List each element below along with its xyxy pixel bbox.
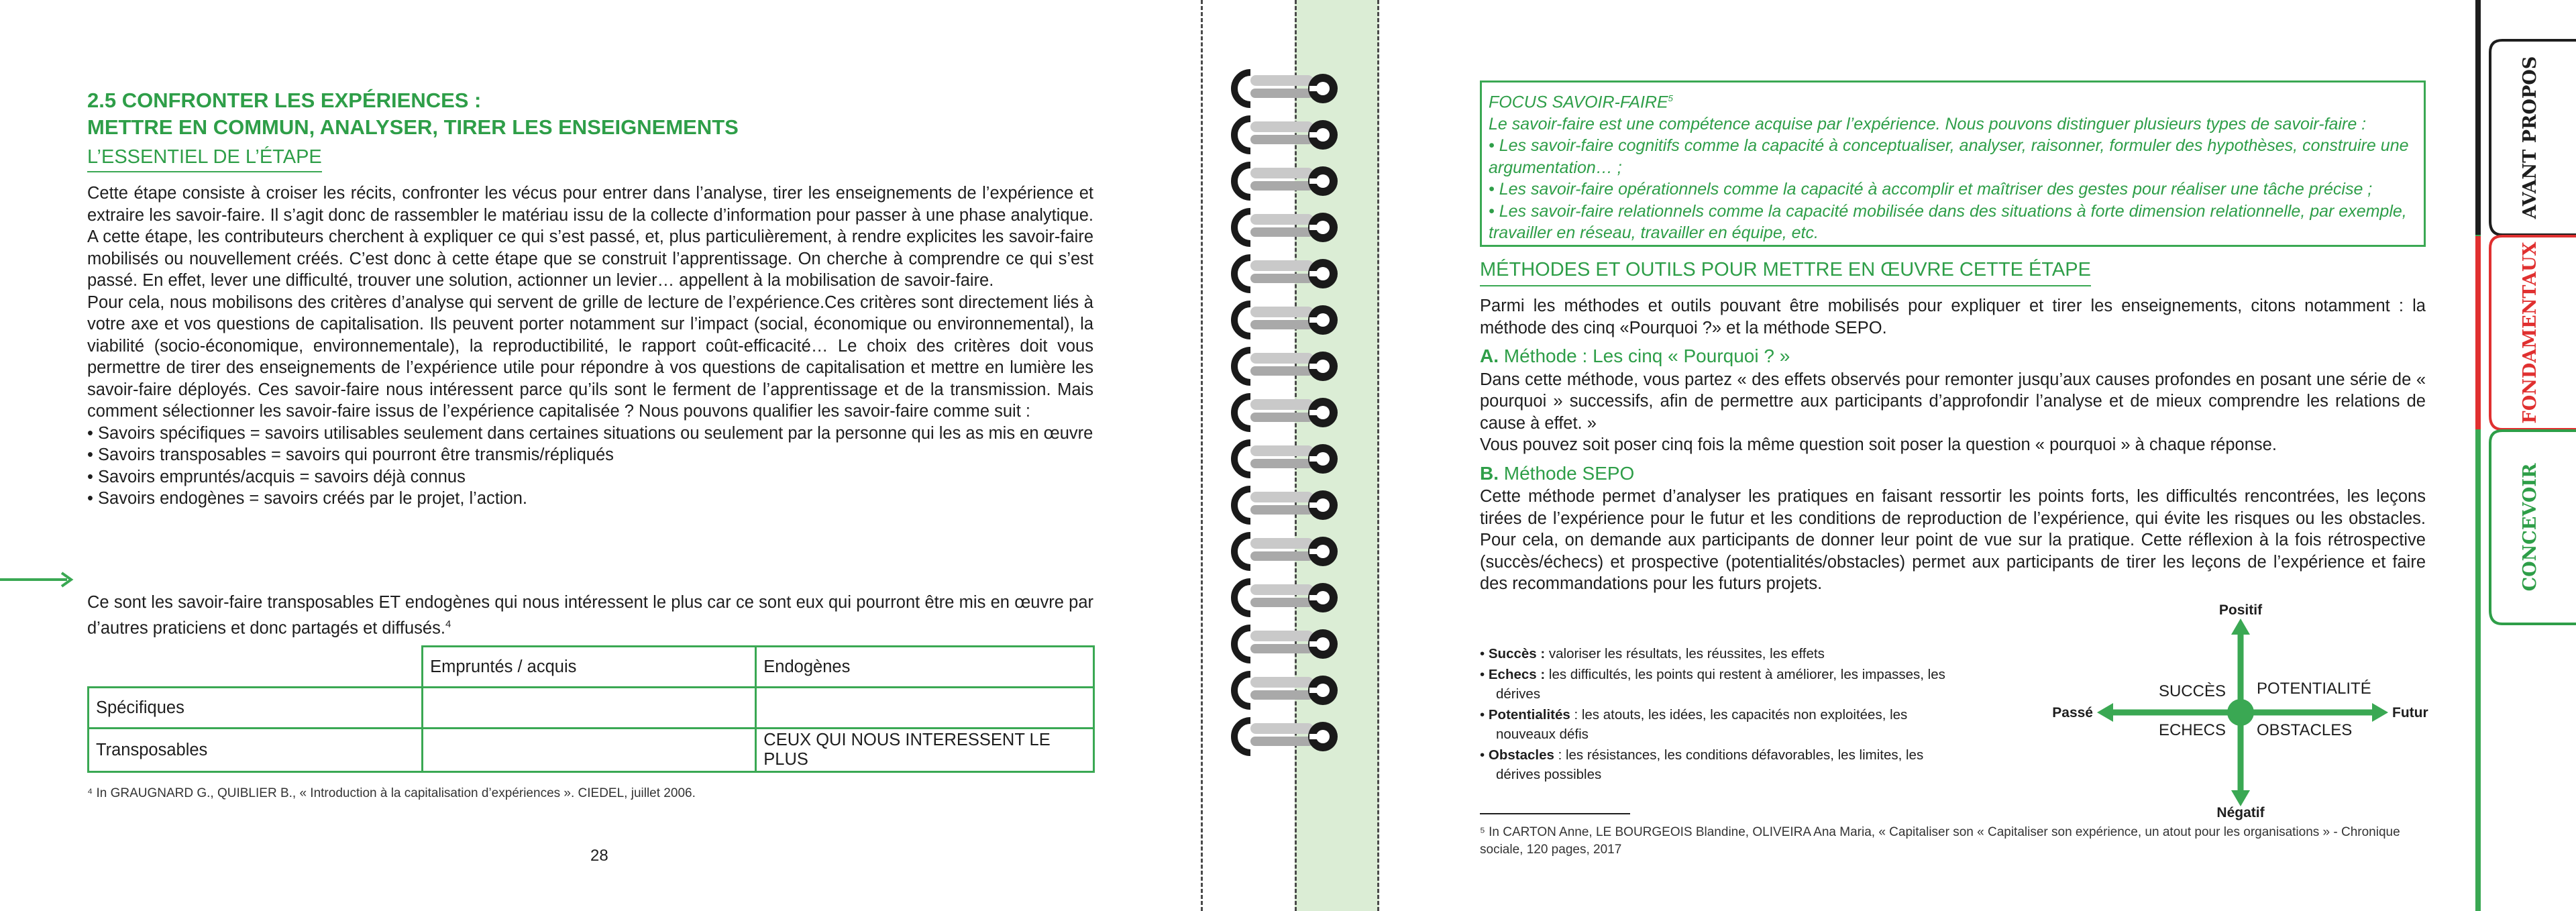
- footnote-ref-5: 5: [1668, 93, 1673, 103]
- paragraph-1: Cette étape consiste à croiser les récits, confronter les vécus pour entrer dans l’analyse, tirer les enseignements de l’expérience et extraire les savoir-faire. Il s’agit donc de rassembler le matériau issu de la collecte d’information pour passer à une phase analytique. A cette étape, les contributeurs cherchent à expliquer ce qui s’est passé, et, plus particulièrement, à rendre explicites les savoir-faire mobilisés ou nouvellement créés. C’est donc à cette étape que se construit l’apprentissage. On cherche à comprendre ce qui s’est passé. En effet, lever une difficulté, trouver une solution, actionner un levier… appellent à la mobilisation de savoir-faire.: [87, 184, 1093, 290]
- legend-term: Potentialités: [1488, 707, 1570, 722]
- method-a-heading: [1480, 345, 2426, 368]
- method-a-text: Dans cette méthode, vous partez « des effets observés pour remonter jusqu’aux causes profondes en posant une série de « pourquoi » successifs, afin de permettre aux participants d’approfondir l’analyse et de mieux comprendre les relations de cause à effet. »: [1480, 370, 2426, 433]
- focus-box: [1480, 81, 2426, 247]
- table-header-cell: Empruntés / acquis: [423, 647, 756, 688]
- method-b-title: Méthode SEPO: [1499, 462, 1635, 484]
- section-title-line1: 2.5 CONFRONTER LES EXPÉRIENCES :: [87, 89, 482, 112]
- legend-text: : les résistances, les conditions défavorables, les limites, les dérives possibles: [1496, 747, 1924, 782]
- binding-ring: [1233, 716, 1340, 757]
- legend-text: les difficultés, les points qui restent à améliorer, les impasses, les dérives: [1496, 667, 1945, 702]
- method-a-title: Méthode : Les cinq « Pourquoi ? »: [1499, 345, 1790, 366]
- footnote-5: ⁵ In CARTON Anne, LE BOURGEOIS Blandine, OLIVEIRA Ana Maria, « Capitaliser son « Capitaliser son expérience, un atout pour les organisations » - Chronique sociale, 120 pages, 2017: [1480, 825, 2400, 857]
- section-title: [87, 87, 1093, 141]
- footnote-rule: [1480, 813, 1630, 814]
- binding-ring: [1233, 115, 1340, 155]
- binding-ring: [1233, 161, 1340, 201]
- knowledge-table: [87, 645, 1095, 773]
- quadrant-echecs: ECHECS: [2158, 721, 2226, 739]
- arrow-right-icon: [0, 572, 78, 588]
- legend-text: valoriser les résultats, les réussites, les effets: [1545, 646, 1825, 661]
- binding-ring: [1233, 485, 1340, 525]
- table-header-row: [89, 647, 1094, 688]
- bullet-item: • Savoirs spécifiques = savoirs utilisables seulement dans certaines situations ou seulement par la personne qui les as mis en œuvre: [87, 423, 1093, 443]
- center-dot: [2227, 699, 2254, 726]
- tab-avant-propos[interactable]: AVANT PROPOS: [2520, 56, 2540, 219]
- table-cell: [423, 729, 756, 772]
- focus-item: • Les savoir-faire opérationnels comme la capacité à accomplir et maîtriser des gestes pour réaliser une tâche précise ;: [1489, 180, 2373, 199]
- quadrant-potentialite: POTENTIALITÉ: [2257, 680, 2371, 698]
- tab-fondamentaux[interactable]: FONDAMENTAUX: [2520, 242, 2540, 424]
- method-b-text: Cette méthode permet d’analyser les pratiques en faisant ressortir les points forts, les difficultés rencontrées, les leçons tirées de l’expérience pour le futur et les conditions de reproduction de l’expérience, qui évite les risques ou les obstacles. Pour cela, on demande aux participants de donner leur point de vue sur la pratique. Cette réflexion à la fois rétrospective (succès/échecs) et prospective (potentialités/obstacles) permet aux participants de tirer les leçons de l’expérience et faire des recommandations pour les futurs projets.: [1480, 487, 2426, 593]
- page-number: 28: [590, 847, 608, 865]
- label-negatif: Négatif: [2216, 805, 2265, 820]
- table-cell: Transposables: [89, 729, 423, 772]
- table-cell: CEUX QUI NOUS INTERESSENT LE PLUS: [756, 729, 1094, 772]
- table-cell: [423, 688, 756, 729]
- table-row: [89, 688, 1094, 729]
- tab-concevoir[interactable]: CONCEVOIR: [2520, 463, 2540, 592]
- table-row: [89, 729, 1094, 772]
- binding-ring: [1233, 346, 1340, 386]
- bullet-item: • Savoirs transposables = savoirs qui pourront être transmis/répliqués: [87, 445, 614, 464]
- legend-item: • Succès : valoriser les résultats, les réussites, les effets: [1480, 646, 1825, 661]
- method-a-letter: A.: [1480, 345, 1499, 366]
- arrow-left-icon: [2097, 703, 2113, 722]
- binding-ring: [1233, 531, 1340, 572]
- methodes-heading: MÉTHODES ET OUTILS POUR METTRE EN ŒUVRE CETTE ÉTAPE: [1480, 259, 2091, 286]
- bullet-item: • Savoirs empruntés/acquis = savoirs déjà connus: [87, 467, 466, 486]
- arrow-right-icon: [2372, 703, 2388, 722]
- table-cell: [756, 688, 1094, 729]
- legend-term: Obstacles: [1488, 747, 1554, 763]
- method-a-text-2: Vous pouvez soit poser cinq fois la même question soit poser la question « pourquoi » à chaque réponse.: [1480, 435, 2277, 454]
- footnote-4: ⁴ In GRAUGNARD G., QUIBLIER B., « Introduction à la capitalisation d’expériences ». CIEDEL, juillet 2006.: [87, 786, 696, 800]
- left-body-text: [87, 182, 1093, 510]
- quadrant-succes: SUCCÈS: [2158, 682, 2226, 700]
- table-header-cell: Endogènes: [756, 647, 1094, 688]
- subsection-heading: L’ESSENTIEL DE L’ÉTAPE: [87, 146, 322, 172]
- binding-ring: [1233, 300, 1340, 340]
- paragraph-2: Pour cela, nous mobilisons des critères d’analyse qui servent de grille de lecture de l’expérience.Ces critères sont directement liés à votre axe et vos questions de capitalisation. Ils peuvent porter notamment sur l’impact (social, économique ou environnemental), la viabilité (socio-économique, environnementale), la reproductibilité, le rapport coût-efficacité… Le choix des critères doit vous permettre de tirer des enseignements de l’expérience utile pour répondre à vos questions de capitalisation et mettre en lumière les savoir-faire déployés. Ces savoir-faire nous intéressent parce qu’ils sont le ferment de l’apprentissage et de la transmission. Mais comment sélectionner les savoir-faire issus de l’expérience capitalisée ? Nous pouvons qualifier les savoir-faire comme suit :: [87, 292, 1093, 421]
- conclusion-body: Ce sont les savoir-faire transposables ET endogènes qui nous intéressent le plus car ce sont eux qui pourront être mis en œuvre par d’autres praticiens et donc partagés et diffusés.: [87, 593, 1093, 637]
- table-header-cell: [89, 647, 423, 688]
- legend-item: • Potentialités : les atouts, les idées, les capacités non exploitées, les nouveaux défis: [1480, 707, 1908, 742]
- label-futur: Futur: [2392, 705, 2428, 720]
- binding-ring: [1233, 439, 1340, 479]
- legend-item: • Echecs : les difficultés, les points qui restent à améliorer, les impasses, les dérives: [1480, 667, 1945, 702]
- right-body-text: [1480, 295, 2426, 595]
- quadrant-obstacles: OBSTACLES: [2257, 721, 2353, 739]
- binding-ring: [1233, 392, 1340, 433]
- sepo-legend: [1480, 644, 1949, 786]
- legend-term: Succès :: [1488, 646, 1546, 661]
- label-positif: Positif: [2218, 602, 2263, 618]
- label-passe: Passé: [2052, 705, 2093, 720]
- conclusion-text: [87, 592, 1093, 639]
- table-cell: Spécifiques: [89, 688, 423, 729]
- legend-term: Echecs :: [1488, 667, 1546, 682]
- legend-item: • Obstacles : les résistances, les conditions défavorables, les limites, les dérives possibles: [1480, 747, 1924, 782]
- arrow-up-icon: [2231, 619, 2250, 635]
- binding-ring: [1233, 624, 1340, 664]
- section-tabs: [2475, 0, 2576, 911]
- method-b-letter: B.: [1480, 462, 1499, 484]
- method-b-heading: [1480, 463, 2426, 485]
- focus-title: FOCUS SAVOIR-FAIRE: [1489, 93, 1668, 112]
- binding-ring: [1233, 207, 1340, 248]
- sepo-diagram: [2026, 602, 2428, 820]
- binding-ring: [1233, 578, 1340, 618]
- binding-ring: [1233, 670, 1340, 710]
- binding-ring: [1233, 68, 1340, 109]
- focus-intro: Le savoir-faire est une compétence acquise par l’expérience. Nous pouvons distinguer plusieurs types de savoir-faire :: [1489, 114, 2367, 133]
- bullet-item: • Savoirs endogènes = savoirs créés par le projet, l’action.: [87, 489, 527, 508]
- binding-ring: [1233, 254, 1340, 294]
- legend-text: : les atouts, les idées, les capacités non exploitées, les nouveaux défis: [1496, 707, 1908, 742]
- page-edge-dashed: [1201, 0, 1204, 911]
- section-title-line2: METTRE EN COMMUN, ANALYSER, TIRER LES ENSEIGNEMENTS: [87, 115, 739, 139]
- methodes-intro: Parmi les méthodes et outils pouvant être mobilisés pour expliquer et tirer les enseignements, citons notamment : la méthode des cinq «Pourquoi ?» et la méthode SEPO.: [1480, 297, 2426, 337]
- focus-item: • Les savoir-faire cognitifs comme la capacité à conceptualiser, analyser, raisonner, formuler des hypothèses, construire une argumentation… ;: [1489, 136, 2409, 177]
- arrow-down-icon: [2231, 790, 2250, 806]
- footnote-ref-4: 4: [445, 618, 451, 630]
- focus-item: • Les savoir-faire relationnels comme la capacité mobilisée dans des situations à forte dimension relationnelle, par exemple, travailler en réseau, travailler en équipe, etc.: [1489, 201, 2407, 243]
